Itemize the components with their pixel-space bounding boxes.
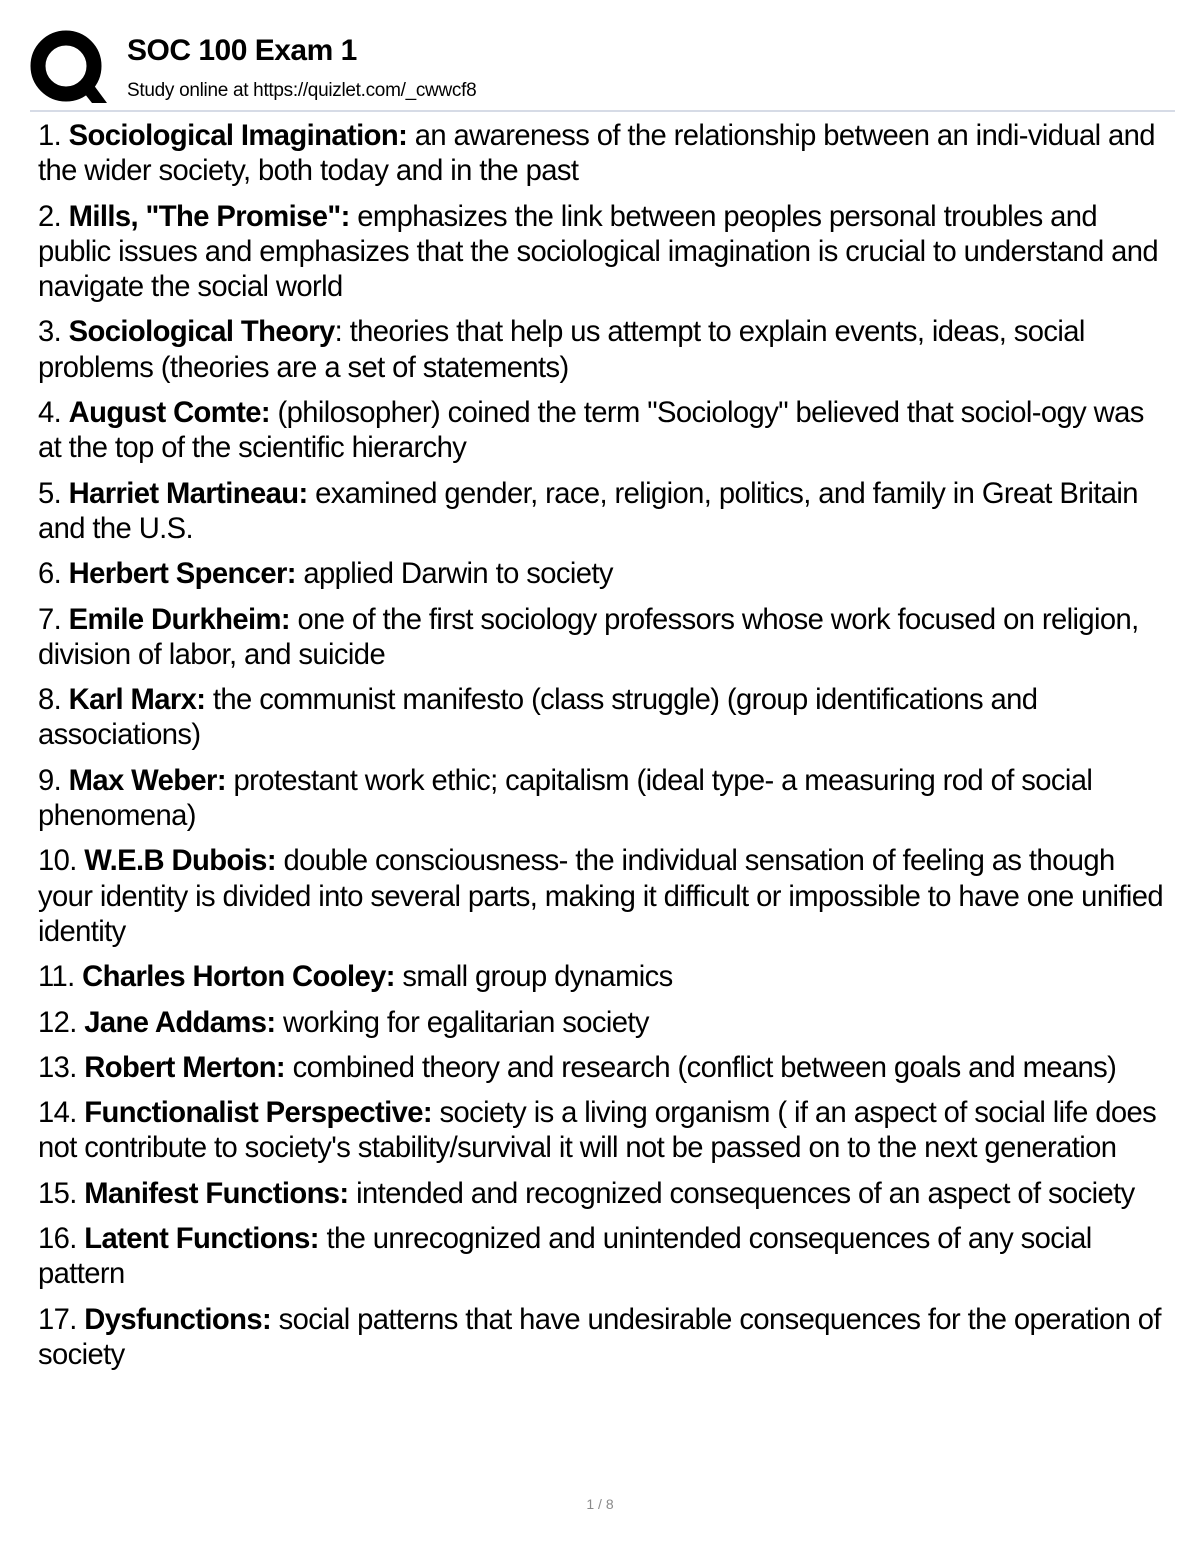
entry-definition: : theories that help us attempt to explain events, ideas, social problems (theories are a set of statements)	[38, 316, 1085, 384]
entry-term: August Comte:	[68, 397, 271, 430]
entry-number: 4.	[38, 397, 69, 430]
entry-term: Sociological Imagination:	[68, 120, 408, 152]
flashcard-entry	[38, 844, 1170, 950]
entry-term: Mills, "The Promise":	[68, 200, 350, 233]
flashcard-entry	[38, 1051, 1170, 1086]
header-divider	[30, 110, 1175, 112]
flashcard-entry	[38, 1096, 1170, 1167]
flashcard-entry	[38, 683, 1170, 754]
flashcard-entry	[38, 396, 1170, 467]
flashcard-entry	[38, 764, 1170, 835]
entry-number: 6.	[38, 558, 69, 591]
flashcard-entry	[38, 960, 1170, 995]
entry-definition: an awareness of the relationship between an indi-vidual and the wider society, both today and in the past	[38, 120, 1155, 188]
flashcard-entry	[38, 119, 1170, 190]
flashcard-entry	[38, 1303, 1170, 1374]
study-online-link[interactable]: Study online at https://quizlet.com/_cwwcf8	[127, 80, 477, 101]
entry-number: 7.	[38, 603, 69, 636]
entry-number: 16.	[38, 1223, 85, 1256]
entry-number: 15.	[38, 1177, 85, 1210]
flashcard-entry	[38, 477, 1170, 548]
entry-definition: examined gender, race, religion, politics, and family in Great Britain and the U.S.	[38, 477, 1138, 545]
entry-term: Sociological Theory	[68, 316, 335, 349]
entry-number: 5.	[38, 477, 69, 510]
entry-definition: combined theory and research (conflict between goals and means)	[285, 1051, 1117, 1084]
flashcard-entry	[38, 315, 1170, 386]
entry-number: 9.	[38, 764, 69, 797]
entry-term: Manifest Functions:	[84, 1177, 349, 1210]
entry-term: Charles Horton Cooley:	[82, 961, 395, 994]
document-header	[30, 22, 1175, 110]
entry-term: Harriet Martineau:	[68, 477, 308, 510]
entry-number: 12.	[38, 1006, 85, 1039]
entry-number: 3.	[38, 316, 69, 349]
flashcard-entry	[38, 200, 1170, 306]
document-title: SOC 100 Exam 1	[127, 34, 357, 67]
entry-term: Karl Marx:	[68, 684, 206, 717]
entry-definition: small group dynamics	[394, 961, 673, 994]
entry-term: W.E.B Dubois:	[84, 845, 276, 878]
entry-definition: one of the first sociology professors whose work focused on religion, division of labor, and suicide	[38, 603, 1139, 671]
entry-number: 1.	[38, 120, 69, 152]
flashcard-entry	[38, 557, 1170, 592]
entry-definition: the communist manifesto (class struggle) (group identifications and associations)	[38, 684, 1038, 752]
entry-number: 10.	[38, 845, 85, 878]
entry-definition: intended and recognized consequences of an aspect of society	[348, 1177, 1135, 1210]
entry-definition: protestant work ethic; capitalism (ideal type- a measuring rod of social phenomena)	[38, 764, 1093, 833]
flashcard-entry	[38, 603, 1170, 674]
entry-number: 13.	[38, 1051, 85, 1084]
entry-definition: working for egalitarian society	[275, 1006, 649, 1039]
entry-definition: (philosopher) coined the term "Sociology" believed that sociol-ogy was at the top of the scientific hierarchy	[38, 397, 1144, 465]
entry-definition: society is a living organism ( if an aspect of social life does not contribute to society's stability/survival it will not be passed on to the next generation	[38, 1097, 1157, 1165]
page-number: 1 / 8	[586, 1496, 614, 1512]
entry-number: 17.	[38, 1303, 85, 1336]
entry-term: Latent Functions:	[84, 1223, 319, 1256]
entry-term: Emile Durkheim:	[68, 603, 290, 636]
entry-definition: emphasizes the link between peoples personal troubles and public issues and emphasizes that the sociological imagination is crucial to understand and navigate the social world	[38, 200, 1159, 304]
flashcard-list	[38, 119, 1170, 1383]
entry-term: Robert Merton:	[84, 1051, 286, 1084]
flashcard-entry	[38, 1006, 1170, 1041]
entry-number: 11.	[38, 961, 83, 994]
entry-number: 8.	[38, 684, 69, 717]
entry-number: 2.	[38, 200, 69, 233]
flashcard-entry	[38, 1177, 1170, 1212]
entry-term: Jane Addams:	[84, 1006, 276, 1039]
entry-term: Max Weber:	[68, 764, 226, 797]
entry-definition: applied Darwin to society	[295, 558, 613, 591]
entry-definition: the unrecognized and unintended consequences of any social pattern	[38, 1223, 1092, 1291]
flashcard-entry	[38, 1222, 1170, 1293]
entry-definition: social patterns that have undesirable consequences for the operation of society	[38, 1303, 1161, 1371]
entry-number: 14.	[38, 1097, 85, 1130]
entry-term: Herbert Spencer:	[68, 558, 296, 591]
entry-term: Dysfunctions:	[84, 1303, 272, 1336]
entry-term: Functionalist Perspective:	[84, 1097, 433, 1130]
quizlet-q-logo-icon	[30, 30, 108, 108]
entry-definition: double consciousness- the individual sensation of feeling as though your identity is divided into several parts, making it difficult or impossible to have one unified identity	[38, 845, 1163, 948]
